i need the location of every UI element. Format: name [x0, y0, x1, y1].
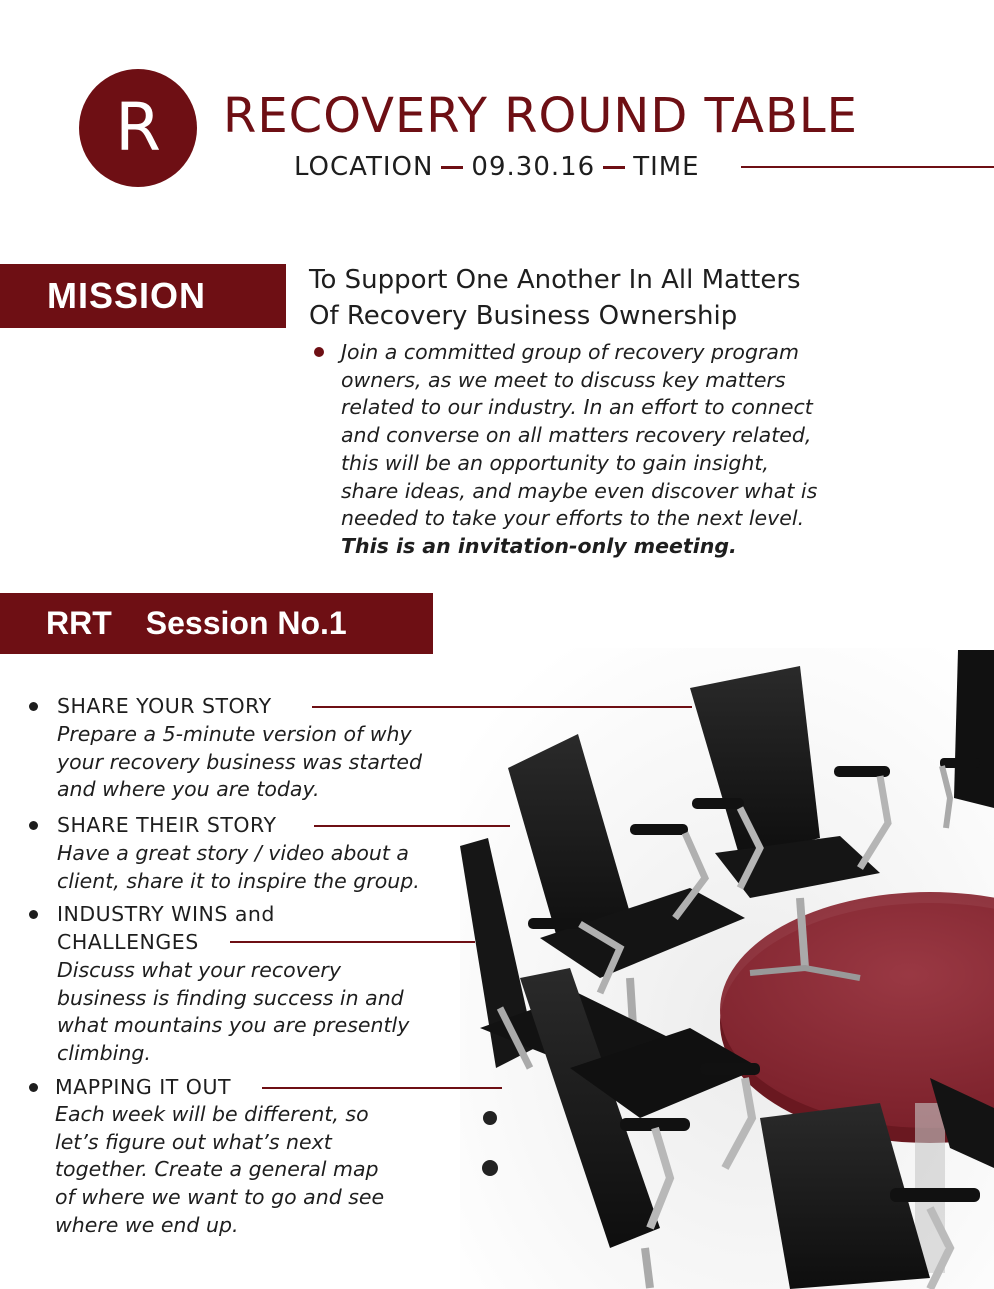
mission-heading-line: To Support One Another In All Matters — [309, 265, 801, 295]
agenda-item-title: CHALLENGES — [57, 930, 199, 954]
agenda-item-title: SHARE THEIR STORY — [57, 813, 277, 837]
description-line: Have a great story / video about a — [57, 841, 409, 865]
mission-heading — [309, 262, 909, 334]
description-line: of where we want to go and see — [55, 1185, 385, 1210]
agenda-item-description — [55, 1101, 455, 1240]
connector-line — [312, 706, 692, 708]
agenda-item-description — [57, 721, 477, 804]
logo-letter: R — [115, 89, 161, 166]
mission-line: owners, as we meet to discuss key matters — [341, 367, 786, 392]
connector-line — [230, 941, 475, 943]
mission-line: this will be an opportunity to gain insight, — [341, 450, 769, 475]
session-banner — [0, 593, 433, 654]
mission-label: MISSION — [47, 275, 207, 316]
agenda-item-title: MAPPING IT OUT — [55, 1075, 231, 1099]
connector-line — [314, 825, 510, 827]
mission-banner — [0, 264, 286, 328]
mission-line: Join a committed group of recovery program — [341, 340, 799, 364]
mission-line: needed to take your efforts to the next level. — [341, 506, 805, 531]
description-line: your recovery business was started — [57, 749, 423, 774]
page-title: RECOVERY ROUND TABLE — [223, 88, 858, 144]
meeting-table-illustration — [460, 648, 994, 1289]
description-line: together. Create a general map — [55, 1157, 379, 1182]
agenda-item-description — [57, 840, 477, 895]
header-rule — [741, 166, 994, 168]
dash-separator — [603, 166, 625, 169]
dash-separator — [441, 166, 463, 169]
connector-line — [262, 1087, 502, 1089]
mission-line: related to our industry. In an effort to connect — [341, 395, 813, 420]
description-line: let’s figure out what’s next — [55, 1129, 332, 1154]
mission-line: and converse on all matters recovery related, — [341, 423, 812, 448]
bullet-dot — [29, 821, 38, 830]
description-line: climbing. — [57, 1041, 151, 1066]
description-line: and where you are today. — [57, 777, 320, 802]
bullet-dot — [314, 347, 324, 357]
logo-badge — [79, 69, 197, 187]
description-line: Discuss what your recovery — [57, 958, 341, 982]
agenda-item-description — [57, 957, 477, 1068]
mission-line: share ideas, and maybe even discover what is — [341, 478, 818, 503]
description-line: business is finding success in and — [57, 985, 404, 1010]
event-time: TIME — [633, 152, 700, 182]
invitation-note: This is an invitation-only meeting. — [341, 533, 737, 558]
description-line: where we end up. — [55, 1212, 239, 1237]
description-line: what mountains you are presently — [57, 1013, 410, 1038]
bullet-dot — [29, 910, 38, 919]
agenda-item-title: SHARE YOUR STORY — [57, 694, 272, 718]
mission-heading-line: Of Recovery Business Ownership — [309, 301, 738, 331]
event-location: LOCATION — [294, 152, 434, 182]
mission-description — [341, 339, 901, 561]
bullet-dot — [29, 702, 38, 711]
description-line: Each week will be different, so — [55, 1102, 369, 1126]
session-number: Session No.1 — [145, 605, 347, 641]
agenda-item-title: INDUSTRY WINS and — [57, 902, 275, 926]
description-line: Prepare a 5-minute version of why — [57, 722, 412, 746]
description-line: client, share it to inspire the group. — [57, 868, 420, 893]
event-date: 09.30.16 — [471, 152, 596, 182]
bullet-dot — [29, 1083, 38, 1092]
event-details — [294, 150, 700, 184]
session-prefix: RRT — [46, 605, 112, 641]
